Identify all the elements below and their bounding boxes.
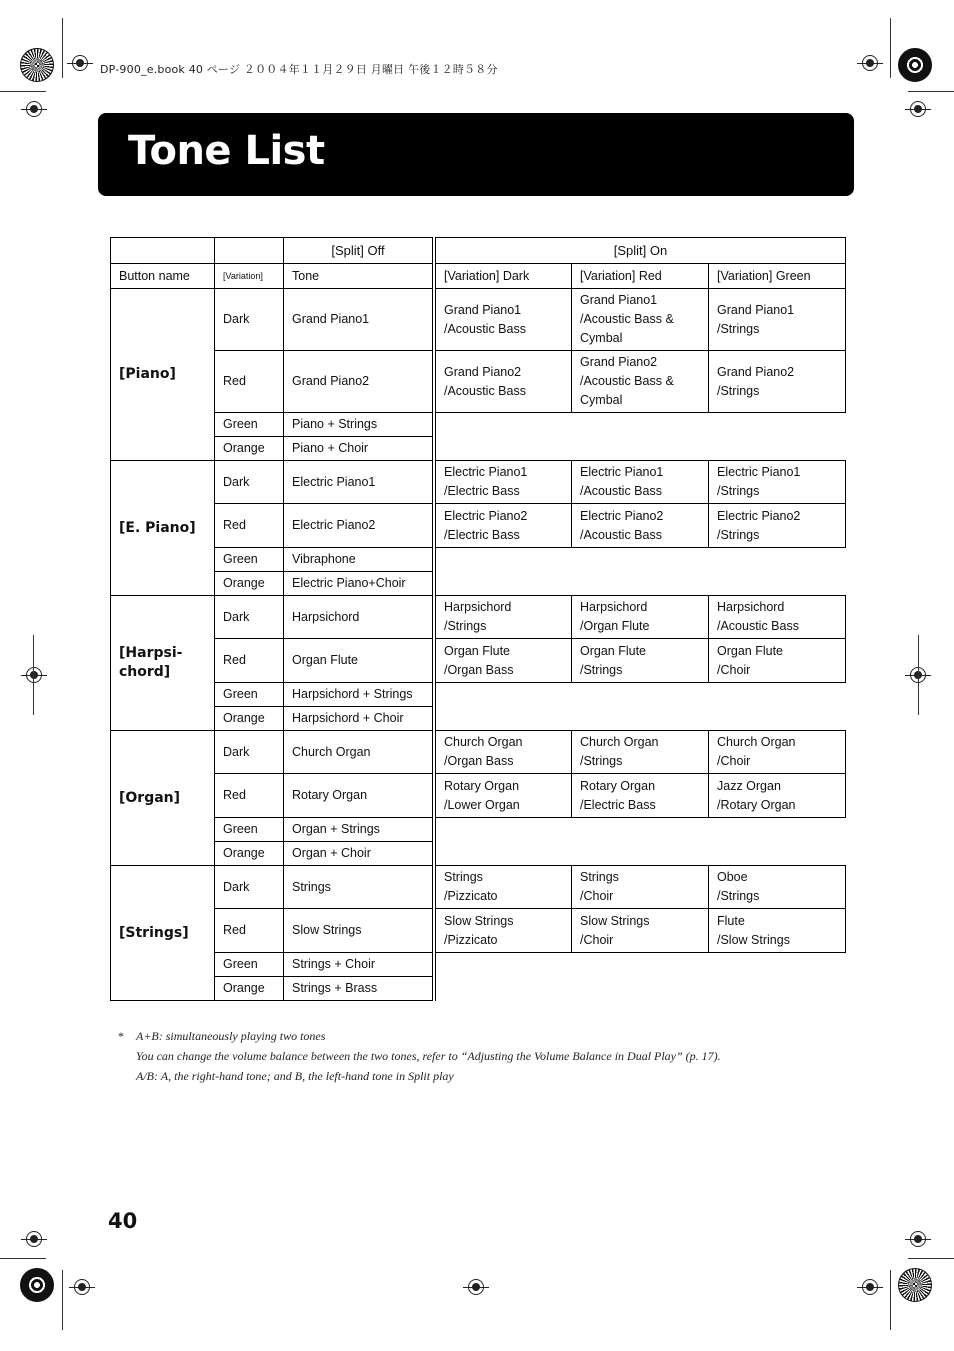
table-row [111,461,846,504]
variation-cell: Dark [215,289,284,351]
crosshair-mark-icon [26,101,42,117]
split-tone-cell: Harpsichord /Organ Flute [572,596,709,639]
tone-cell: Electric Piano+Choir [284,572,433,596]
split-tone-cell: Electric Piano2 /Strings [709,504,846,548]
tone-cell: Slow Strings [284,909,433,953]
col-tone: Tone [284,264,433,289]
footnote-line: A/B: A, the right-hand tone; and B, the left-hand tone in Split play [136,1069,454,1083]
table-row [111,639,846,683]
variation-cell: Red [215,909,284,953]
col-variation-red: [Variation] Red [572,264,709,289]
page-number: 40 [108,1209,138,1233]
split-tone-cell: Grand Piano1 /Acoustic Bass [436,289,572,351]
variation-cell: Green [215,953,284,977]
split-tone-cell: Flute /Slow Strings [709,909,846,953]
split-tone-cell: Oboe /Strings [709,866,846,909]
variation-cell: Dark [215,866,284,909]
button-name-cell: [Harpsi- chord] [111,596,215,731]
split-tone-cell: Church Organ /Strings [572,731,709,774]
registration-starburst-icon [20,48,54,82]
table-row [111,707,846,731]
footnote [118,1026,721,1086]
crop-mark [908,1258,954,1259]
variation-cell: Orange [215,572,284,596]
crosshair-mark-icon [862,55,878,71]
tone-cell: Electric Piano1 [284,461,433,504]
table-row [111,774,846,818]
split-tone-cell: Electric Piano1 /Strings [709,461,846,504]
empty-split-cell [436,818,846,842]
tone-list-table [110,237,846,1001]
col-variation: [Variation] [215,264,284,289]
tone-cell: Grand Piano1 [284,289,433,351]
split-tone-cell: Organ Flute /Strings [572,639,709,683]
tone-cell: Church Organ [284,731,433,774]
crop-mark [62,18,63,78]
button-name-cell: [Strings] [111,866,215,1001]
crop-mark [908,91,954,92]
table-header-row-1 [111,238,846,264]
tone-cell: Piano + Strings [284,413,433,437]
empty-split-cell [436,842,846,866]
table-row [111,866,846,909]
tone-cell: Piano + Choir [284,437,433,461]
variation-cell: Red [215,351,284,413]
variation-cell: Dark [215,596,284,639]
crop-mark [0,91,46,92]
tone-cell: Organ Flute [284,639,433,683]
empty-split-cell [436,548,846,572]
split-tone-cell: Grand Piano1 /Strings [709,289,846,351]
split-tone-cell: Grand Piano2 /Strings [709,351,846,413]
crosshair-mark-icon [862,1279,878,1295]
split-on-header: [Split] On [436,238,846,264]
col-button-name: Button name [111,264,215,289]
empty-split-cell [436,953,846,977]
split-off-header: [Split] Off [284,238,433,264]
registration-starburst-icon [898,1268,932,1302]
crop-mark [918,635,919,715]
variation-cell: Red [215,774,284,818]
col-variation-dark: [Variation] Dark [436,264,572,289]
tone-cell: Organ + Strings [284,818,433,842]
split-tone-cell: Strings /Choir [572,866,709,909]
table-row [111,504,846,548]
table-row [111,909,846,953]
split-tone-cell: Electric Piano2 /Acoustic Bass [572,504,709,548]
split-tone-cell: Rotary Organ /Electric Bass [572,774,709,818]
split-tone-cell: Slow Strings /Pizzicato [436,909,572,953]
split-tone-cell: Jazz Organ /Rotary Organ [709,774,846,818]
footnote-line: A+B: simultaneously playing two tones [136,1029,326,1043]
crosshair-mark-icon [72,55,88,71]
tone-cell: Rotary Organ [284,774,433,818]
table-row [111,289,846,351]
table-row [111,572,846,596]
table-row [111,437,846,461]
tone-cell: Harpsichord [284,596,433,639]
footnote-marker: * [118,1029,124,1043]
table-row [111,413,846,437]
col-variation-green: [Variation] Green [709,264,846,289]
empty-split-cell [436,437,846,461]
tone-cell: Organ + Choir [284,842,433,866]
registration-target-icon [20,1268,54,1302]
crosshair-mark-icon [26,1231,42,1247]
split-tone-cell: Organ Flute /Choir [709,639,846,683]
empty-split-cell [436,683,846,707]
tone-cell: Strings + Brass [284,977,433,1001]
variation-cell: Orange [215,437,284,461]
empty-split-cell [436,413,846,437]
split-tone-cell: Grand Piano2 /Acoustic Bass & Cymbal [572,351,709,413]
split-tone-cell: Electric Piano1 /Electric Bass [436,461,572,504]
page-title: Tone List [128,128,325,174]
split-tone-cell: Rotary Organ /Lower Organ [436,774,572,818]
table-row [111,818,846,842]
split-tone-cell: Grand Piano1 /Acoustic Bass & Cymbal [572,289,709,351]
table-row [111,596,846,639]
crosshair-mark-icon [468,1279,484,1295]
variation-cell: Red [215,639,284,683]
variation-cell: Green [215,683,284,707]
split-tone-cell: Electric Piano1 /Acoustic Bass [572,461,709,504]
table-row [111,842,846,866]
print-slug: DP-900_e.book 40 ページ ２００４年１１月２９日 月曜日 午後１２時５８分 [100,63,498,76]
crosshair-mark-icon [910,1231,926,1247]
empty-split-cell [436,707,846,731]
split-tone-cell: Harpsichord /Acoustic Bass [709,596,846,639]
variation-cell: Red [215,504,284,548]
tone-cell: Strings [284,866,433,909]
variation-cell: Dark [215,461,284,504]
variation-cell: Orange [215,707,284,731]
tone-cell: Strings + Choir [284,953,433,977]
split-tone-cell: Slow Strings /Choir [572,909,709,953]
empty-split-cell [436,572,846,596]
crop-mark [890,18,891,78]
split-tone-cell: Organ Flute /Organ Bass [436,639,572,683]
tone-cell: Harpsichord + Choir [284,707,433,731]
tone-cell: Harpsichord + Strings [284,683,433,707]
crop-mark [62,1270,63,1330]
split-tone-cell: Electric Piano2 /Electric Bass [436,504,572,548]
tone-cell: Vibraphone [284,548,433,572]
variation-cell: Green [215,548,284,572]
variation-cell: Dark [215,731,284,774]
crosshair-mark-icon [26,667,42,683]
tone-cell: Grand Piano2 [284,351,433,413]
table-header-row-2 [111,264,846,289]
button-name-cell: [Organ] [111,731,215,866]
empty-split-cell [436,977,846,1001]
table-row [111,731,846,774]
crop-mark [890,1270,891,1330]
registration-target-icon [898,48,932,82]
button-name-cell: [E. Piano] [111,461,215,596]
variation-cell: Green [215,413,284,437]
crop-mark [33,635,34,715]
split-tone-cell: Church Organ /Organ Bass [436,731,572,774]
table-row [111,351,846,413]
table-row [111,548,846,572]
split-tone-cell: Grand Piano2 /Acoustic Bass [436,351,572,413]
split-tone-cell: Harpsichord /Strings [436,596,572,639]
split-tone-cell: Church Organ /Choir [709,731,846,774]
footnote-line: You can change the volume balance between the two tones, refer to “Adjusting the Volume Balance in Dual Play” (p. 17). [136,1049,721,1063]
crop-mark [0,1258,46,1259]
variation-cell: Green [215,818,284,842]
variation-cell: Orange [215,842,284,866]
table-row [111,953,846,977]
tone-cell: Electric Piano2 [284,504,433,548]
header-empty-cell [111,238,215,264]
table-row [111,683,846,707]
crosshair-mark-icon [74,1279,90,1295]
header-empty-cell [215,238,284,264]
variation-cell: Orange [215,977,284,1001]
split-tone-cell: Strings /Pizzicato [436,866,572,909]
button-name-cell: [Piano] [111,289,215,461]
crosshair-mark-icon [910,101,926,117]
table-row [111,977,846,1001]
